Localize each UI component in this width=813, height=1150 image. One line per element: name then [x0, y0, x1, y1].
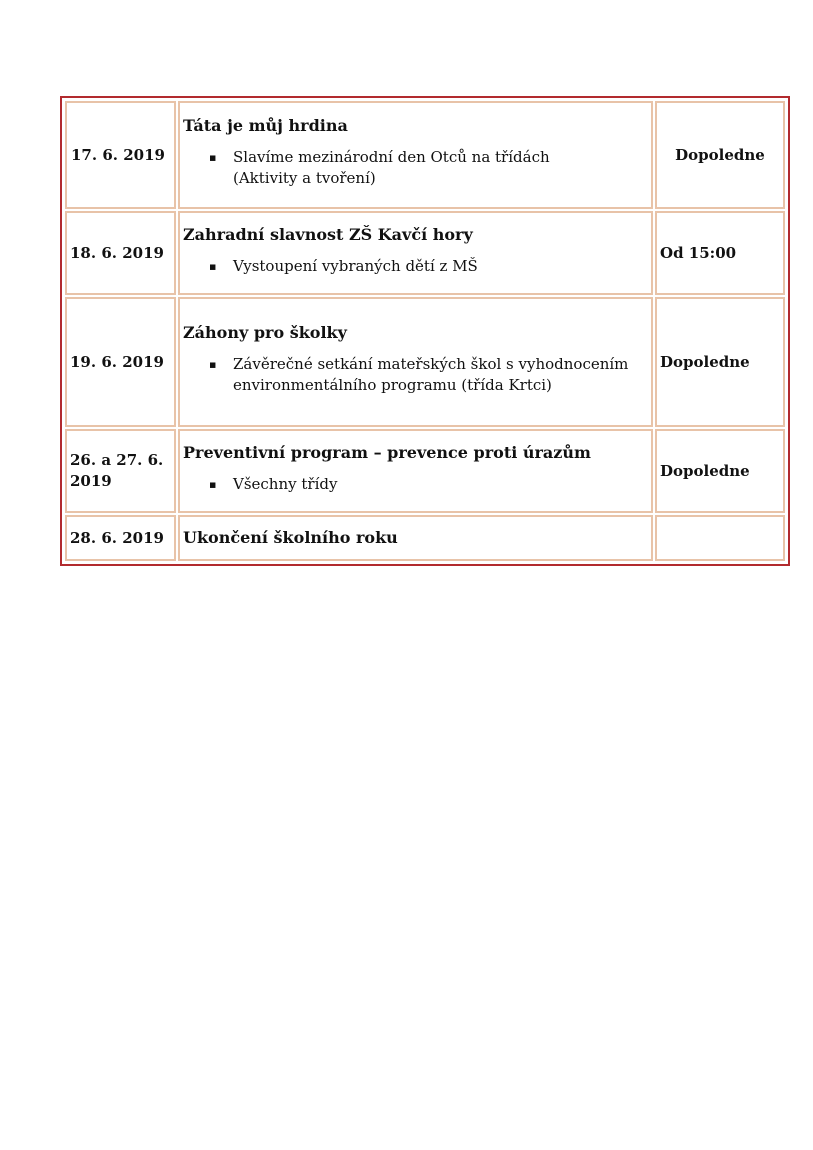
list-item-text: Závěrečné setkání mateřských škol s vyhodnocením environmentálního programu (třída Krtci) — [233, 355, 629, 394]
bullet-icon: ▪ — [209, 151, 217, 164]
table-row — [65, 515, 785, 561]
event-time: Od 15:00 — [655, 211, 785, 295]
event-description — [178, 297, 653, 427]
event-title: Záhony pro školky — [183, 323, 347, 342]
list-item — [209, 474, 648, 495]
event-title: Táta je můj hrdina — [183, 116, 348, 135]
event-date: 28. 6. 2019 — [65, 515, 176, 561]
bullet-icon: ▪ — [209, 358, 217, 371]
table-row — [65, 429, 785, 513]
bullet-icon: ▪ — [209, 259, 217, 273]
list-item-text: Všechny třídy — [233, 474, 338, 493]
list-item — [209, 256, 648, 277]
list-item — [209, 147, 593, 189]
event-description — [178, 429, 653, 513]
list-item — [209, 354, 633, 396]
table-row — [65, 101, 785, 209]
event-date: 19. 6. 2019 — [65, 297, 176, 427]
schedule-grid — [63, 99, 787, 563]
event-description — [178, 515, 653, 561]
bullet-icon: ▪ — [209, 477, 217, 491]
event-items — [183, 256, 648, 277]
event-title: Ukončení školního roku — [183, 528, 398, 547]
event-time: Dopoledne — [655, 429, 785, 513]
table-row — [65, 297, 785, 427]
event-date: 17. 6. 2019 — [65, 101, 176, 209]
event-date: 18. 6. 2019 — [65, 211, 176, 295]
event-title: Preventivní program – prevence proti úrazům — [183, 442, 591, 462]
schedule-table — [60, 96, 790, 566]
event-items — [183, 354, 648, 396]
event-description — [178, 101, 653, 209]
event-items — [183, 147, 648, 189]
event-description — [178, 211, 653, 295]
event-date: 26. a 27. 6. 2019 — [65, 429, 176, 513]
list-item-text: Vystoupení vybraných dětí z MŠ — [233, 256, 478, 275]
event-time — [655, 515, 785, 561]
table-row — [65, 211, 785, 295]
event-time: Dopoledne — [655, 101, 785, 209]
event-items — [183, 474, 648, 495]
list-item-text: Slavíme mezinárodní den Otců na třídách (Aktivity a tvoření) — [233, 148, 550, 187]
event-time: Dopoledne — [655, 297, 785, 427]
event-title: Zahradní slavnost ZŠ Kavčí hory — [183, 224, 473, 244]
